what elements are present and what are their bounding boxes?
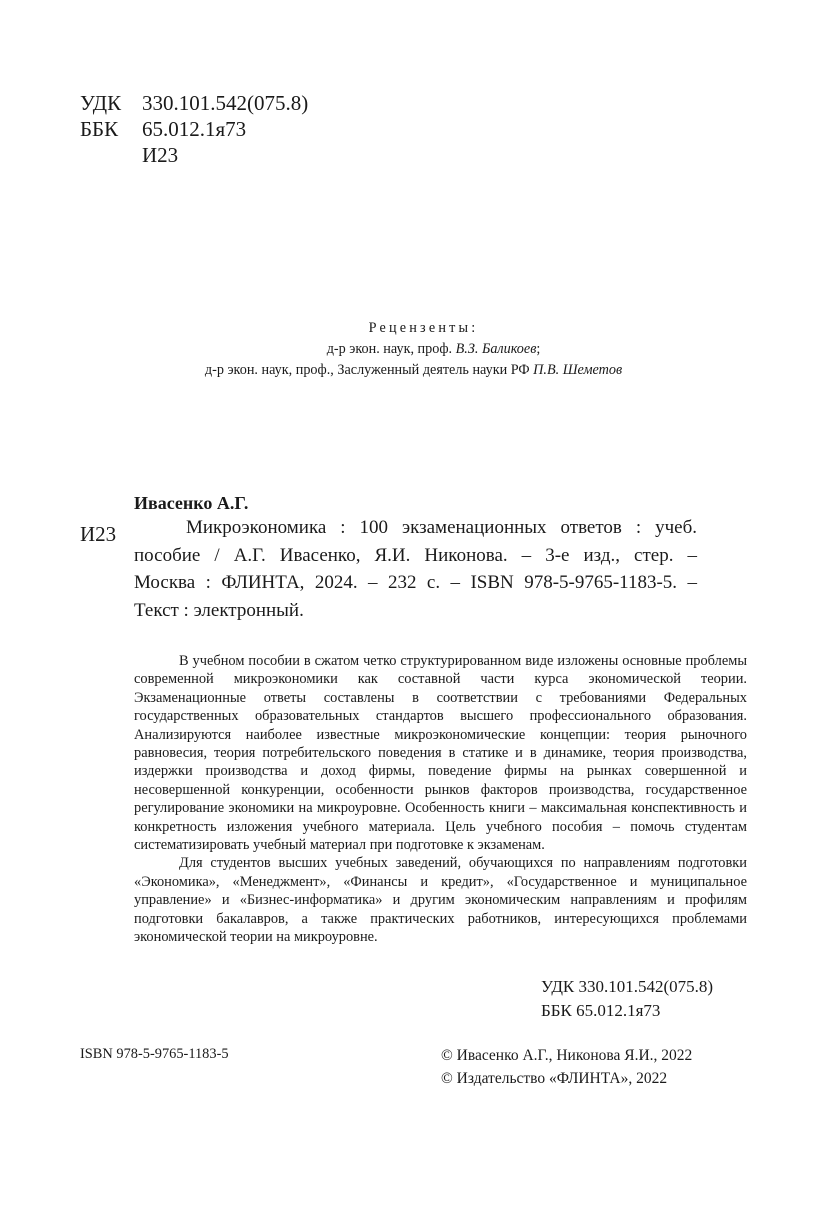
bib-author-sign: И23 — [80, 522, 117, 546]
reviewer-1-suffix: ; — [536, 341, 541, 357]
reviewers-block — [0, 318, 827, 381]
reviewer-2-name: П.В. Шеметов — [533, 362, 623, 378]
bottom-udk: УДК 330.101.542(075.8) — [541, 977, 714, 996]
bbk-label: ББК — [80, 117, 119, 141]
reviewer-1-degree: д-р экон. наук, проф. — [326, 341, 453, 357]
bib-line-2: пособие / А.Г. Ивасенко, Я.И. Никонова. – 3-е изд., стер. – — [134, 544, 697, 566]
copyright-authors: © Ивасенко А.Г., Никонова Я.И., 2022 — [441, 1047, 693, 1064]
reviewer-1-name: В.З. Баликоев — [455, 341, 537, 357]
udk-code — [80, 90, 308, 116]
bib-description — [134, 514, 697, 624]
bbk-value: 65.012.1я73 — [142, 117, 247, 141]
annotation — [134, 652, 747, 947]
bbk-code — [80, 116, 246, 142]
bib-line-3: Москва : ФЛИНТА, 2024. – 232 с. – ISBN 978-5-9765-1183-5. – — [134, 572, 697, 593]
annotation-paragraph-1: В учебном пособии в сжатом четко структурированном виде изложены основные проблемы современной микроэкономики как составной части курса экономической теории. Экзаменационные ответы составлены в соответствии с требованиями Федеральных государственных образовательных стандартов высшего профессионального образования. Анализируются наиболее известные микроэкономические концепции: теория рыночного равновесия, теория потребительского поведения в статике и в динамике, теория производства, издержки производства и доход фирмы, поведение фирмы на рынках совершенной и несовершенной конкуренции, особенности рынков факторов производства, государственное регулирование экономики на микроуровне. Особенность книги – максимальная конспективность и конкретность изложения учебного материала. Цель учебного пособия – помочь студентам систематизировать учебный материал при подготовке к экзаменам. — [134, 653, 747, 854]
reviewer-1 — [0, 339, 827, 360]
reviewer-2 — [0, 360, 827, 381]
copyright-block — [441, 1044, 692, 1090]
bib-line-4: Текст : электронный. — [134, 599, 304, 621]
author-sign-top: И23 — [142, 143, 179, 167]
bib-line-1: Микроэкономика : 100 экзаменационных ответов : учеб. — [186, 517, 697, 538]
udk-label: УДК — [80, 91, 122, 115]
bib-author: Ивасенко А.Г. — [134, 493, 249, 513]
bottom-bbk: ББК 65.012.1я73 — [541, 1001, 661, 1020]
annotation-paragraph-2: Для студентов высших учебных заведений, обучающихся по направлениям подготовки «Экономика», «Менеджмент», «Финансы и кредит», «Государственное и муниципальное управление» и «Бизнес-информатика» и другим экономическим направлениям и профилям подготовки бакалавров, а также практических работников, интересующихся проблемами экономической теории на микроуровне. — [134, 855, 747, 946]
reviewers-title: Рецензенты: — [368, 320, 479, 336]
bottom-codes — [541, 975, 713, 1023]
isbn: ISBN 978-5-9765-1183-5 — [80, 1046, 229, 1062]
udk-value: 330.101.542(075.8) — [142, 91, 309, 115]
copyright-publisher: © Издательство «ФЛИНТА», 2022 — [441, 1070, 668, 1087]
reviewer-2-degree: д-р экон. наук, проф., Заслуженный деятель науки РФ — [204, 362, 530, 378]
